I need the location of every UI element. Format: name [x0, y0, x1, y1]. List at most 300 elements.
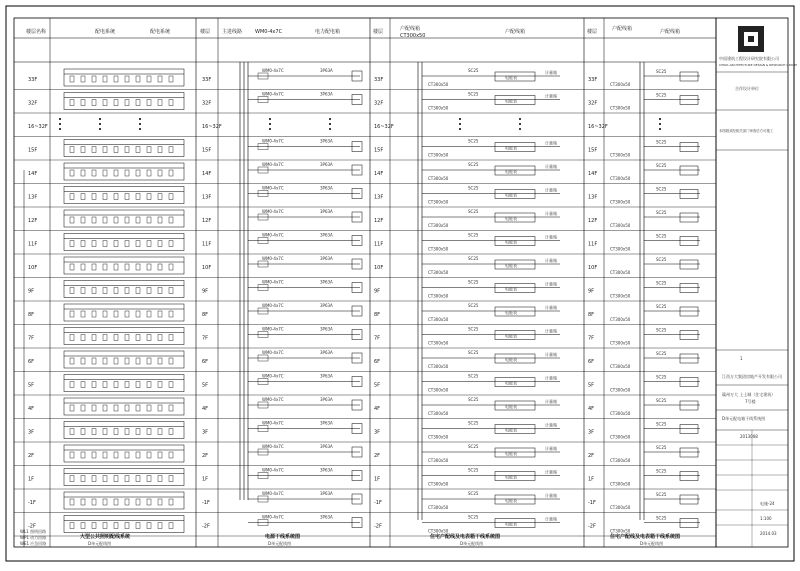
header-d-floor: 楼层	[587, 29, 598, 35]
sc-label-d: SC25	[656, 515, 667, 521]
breaker-symbol	[147, 288, 151, 294]
box-d	[680, 307, 698, 316]
breaker-symbol	[103, 429, 107, 435]
panel-box-a	[64, 163, 184, 180]
floor-label-c: 32F	[374, 100, 384, 107]
floor-label-b: 16~32F	[202, 124, 222, 130]
trunk-label-d: CT300x50	[610, 246, 631, 252]
breaker-symbol	[147, 264, 151, 270]
breaker-symbol	[103, 100, 107, 106]
floor-label-c: 8F	[374, 312, 381, 318]
breaker-label: 3P63A	[320, 514, 333, 520]
floor-label-d: 16~32F	[588, 124, 608, 130]
header-c-top: 户配线箱	[400, 26, 421, 32]
trunk-label: CT300x50	[428, 411, 449, 416]
breaker-symbol	[70, 76, 74, 82]
feeder-label: WM0-4x7C	[262, 209, 284, 214]
floor-label-b: 7F	[202, 335, 209, 342]
breaker-symbol	[158, 476, 162, 482]
breaker-symbol	[169, 170, 173, 176]
floor-label-d: 9F	[588, 288, 595, 295]
sc-label-d: SC25	[656, 69, 667, 74]
breaker-symbol	[136, 288, 140, 294]
breaker-symbol	[103, 382, 107, 388]
trunk-label-d: CT300x50	[610, 270, 631, 275]
breaker-symbol	[158, 217, 162, 223]
trunk-label: CT300x50	[428, 152, 449, 158]
breaker-symbol	[92, 452, 96, 458]
floor-label-c: 6F	[374, 359, 381, 365]
continuation-dot	[329, 128, 331, 130]
floor-label-b: 33F	[202, 77, 212, 83]
tb-project-label: 合作设计单位	[735, 86, 759, 91]
breaker-symbol	[158, 147, 162, 153]
breaker-symbol	[70, 382, 74, 388]
continuation-dot	[139, 118, 141, 120]
panel-box-a	[64, 69, 184, 86]
breaker-symbol	[81, 499, 85, 505]
breaker-symbol	[136, 476, 140, 482]
trunk-label-d: CT300x50	[610, 528, 631, 534]
breaker-symbol	[158, 311, 162, 317]
floor-row-16-32F	[14, 118, 716, 137]
floor-label-a: 12F	[28, 218, 38, 224]
trunk-label: CT300x50	[428, 246, 449, 252]
floor-label-b: 10F	[202, 265, 212, 271]
breaker-symbol	[136, 170, 140, 176]
tb-design-no: 2013008	[740, 434, 758, 439]
floor-label-c: 2F	[374, 453, 381, 459]
box-label: 计量箱	[545, 516, 557, 522]
panel-box-a	[64, 351, 184, 368]
caption-1b: D单元配线图	[88, 541, 112, 546]
continuation-dot	[459, 128, 461, 130]
feeder-label: WM0-4x7C	[262, 68, 284, 73]
floor-label-d: 2F	[588, 453, 595, 459]
sc-label-d: SC25	[656, 468, 667, 474]
feeder-label: WM0-4x7C	[262, 256, 284, 261]
floor-row-33F	[14, 68, 716, 90]
box-d	[680, 143, 698, 152]
breaker-symbol	[147, 452, 151, 458]
breaker-symbol	[103, 311, 107, 317]
breaker-symbol	[169, 147, 173, 153]
breaker-symbol	[136, 382, 140, 388]
breaker-symbol	[103, 147, 107, 153]
floor-label-d: 32F	[588, 100, 598, 107]
breaker-symbol	[136, 429, 140, 435]
feeder-label: WM0-4x7C	[262, 91, 284, 97]
breaker-symbol	[103, 76, 107, 82]
box-label: 计量箱	[545, 164, 557, 169]
sc-label-d: SC25	[656, 398, 667, 403]
meter-label: 电能表	[505, 427, 517, 433]
sc-label: SC25	[468, 373, 479, 379]
box-d	[680, 237, 698, 246]
floor-row-15F	[14, 139, 716, 161]
panel-box-a	[64, 398, 184, 415]
breaker-symbol	[70, 358, 74, 364]
breaker-symbol	[125, 147, 129, 153]
trunk-label-d: CT300x50	[610, 411, 631, 416]
breaker-symbol	[92, 217, 96, 223]
trunk-label: CT300x50	[428, 434, 449, 440]
floor-label-d: 5F	[588, 382, 595, 389]
trunk-label-d: CT300x50	[610, 293, 631, 299]
breaker-symbol	[169, 288, 173, 294]
trunk-label: CT300x50	[428, 199, 449, 205]
floor-label-a: 13F	[28, 194, 38, 201]
feeder-label: WM0-4x7C	[262, 232, 284, 238]
breaker-symbol	[125, 476, 129, 482]
trunk-label-d: CT300x50	[610, 152, 631, 158]
sc-label: SC25	[468, 138, 479, 144]
breaker-symbol	[92, 335, 96, 341]
trunk-label: CT300x50	[428, 293, 449, 299]
tb-institute-en: CHINA ARCHITECTURE DESIGN & RESEARCH GROUP	[719, 63, 798, 67]
floor-label-b: 8F	[202, 312, 209, 318]
floor-row-11F	[14, 233, 716, 255]
box-label: 计量箱	[545, 446, 557, 451]
feeder-label: WM0-4x7C	[262, 138, 284, 144]
breaker-symbol	[103, 499, 107, 505]
box-d	[680, 331, 698, 340]
breaker-symbol	[92, 264, 96, 270]
floor-label-a: 6F	[28, 359, 35, 365]
trunk-label-d: CT300x50	[610, 176, 631, 181]
breaker-symbol	[70, 476, 74, 482]
box-label: 计量箱	[545, 375, 557, 381]
breaker-symbol	[169, 452, 173, 458]
floor-label-d: 1F	[588, 476, 595, 483]
continuation-dot	[269, 123, 271, 125]
floor-label-b: 14F	[202, 171, 212, 177]
sc-label-d: SC25	[656, 421, 667, 427]
sc-label-d: SC25	[656, 139, 667, 145]
floor-label-a: 1F	[28, 476, 35, 483]
meter-label: 电能表	[505, 192, 517, 198]
breaker-symbol	[103, 358, 107, 364]
floor-label-a: -2F	[28, 523, 36, 530]
breaker-label: 3P63A	[320, 68, 333, 73]
floor-label-a: 14F	[28, 171, 38, 177]
box-d	[680, 354, 698, 363]
breaker-symbol	[147, 147, 151, 153]
header-c-box: 户配线箱	[505, 29, 526, 35]
tb-project: 赣州万大 上上城（住宅建筑）	[722, 392, 776, 397]
breaker-symbol	[92, 311, 96, 317]
breaker-symbol	[70, 100, 74, 106]
continuation-dot	[329, 118, 331, 120]
breaker-symbol	[70, 452, 74, 458]
sc-label: SC25	[468, 397, 479, 402]
breaker-symbol	[136, 264, 140, 270]
floor-label-d: 11F	[588, 241, 598, 248]
floor-label-b: 1F	[202, 476, 209, 483]
trunk-label: CT300x50	[428, 270, 449, 275]
continuation-dot	[459, 123, 461, 125]
breaker-symbol	[158, 523, 162, 529]
breaker-label: 3P63A	[320, 350, 333, 355]
meter-label: 电能表	[505, 98, 517, 104]
sc-label: SC25	[468, 279, 479, 285]
breaker-symbol	[169, 405, 173, 411]
breaker-symbol	[81, 76, 85, 82]
breaker-symbol	[169, 429, 173, 435]
sc-label: SC25	[468, 209, 479, 214]
breaker-symbol	[147, 241, 151, 247]
floor-label-a: 33F	[28, 77, 38, 83]
breaker-symbol	[125, 382, 129, 388]
meter-label: 电能表	[505, 357, 517, 362]
floor-label-a: 9F	[28, 288, 35, 295]
floor-label-c: 3F	[374, 429, 381, 436]
breaker-symbol	[92, 76, 96, 82]
header-a-box1: 配电系统	[95, 29, 116, 35]
continuation-dot	[139, 128, 141, 130]
caption-4b: D单元配线图	[640, 541, 664, 546]
floor-row-12F	[14, 209, 716, 231]
floor-label-c: 1F	[374, 476, 381, 483]
breaker-symbol	[169, 241, 173, 247]
breaker-symbol	[81, 452, 85, 458]
breaker-symbol	[136, 241, 140, 247]
header-c-floor: 楼层	[373, 29, 384, 35]
meter-label: 电能表	[505, 521, 517, 527]
floor-label-d: -2F	[588, 523, 596, 530]
continuation-dot	[659, 118, 661, 120]
continuation-dot	[519, 118, 521, 120]
tb-sheet-no: 电施-24	[760, 501, 775, 506]
breaker-symbol	[103, 170, 107, 176]
breaker-symbol	[136, 523, 140, 529]
breaker-symbol	[81, 264, 85, 270]
floor-label-d: 6F	[588, 359, 595, 365]
breaker-label: 3P63A	[320, 162, 333, 167]
breaker-symbol	[158, 194, 162, 200]
floor-row-3F	[14, 421, 716, 443]
floors-layer	[14, 68, 716, 536]
breaker-symbol	[114, 429, 118, 435]
legend-1: WL1 照明回路	[20, 529, 46, 534]
header-d-top: 户配线箱	[612, 26, 633, 32]
breaker-symbol	[81, 429, 85, 435]
header-a-box2: 配电系统	[150, 29, 171, 35]
meter-label: 电能表	[505, 498, 517, 503]
trunk-label: CT300x50	[428, 82, 449, 87]
floor-label-d: 33F	[588, 77, 598, 83]
floor-label-c: 16~32F	[374, 124, 394, 130]
floor-label-b: 15F	[202, 147, 212, 154]
breaker-symbol	[92, 523, 96, 529]
sc-label-d: SC25	[656, 233, 667, 239]
continuation-dot	[269, 118, 271, 120]
box-d	[680, 425, 698, 434]
legend-3: WE1 应急回路	[20, 541, 47, 546]
floor-label-a: 7F	[28, 335, 35, 342]
breaker-symbol	[103, 523, 107, 529]
breaker-symbol	[81, 217, 85, 223]
breaker-symbol	[103, 264, 107, 270]
breaker-label: 3P63A	[320, 209, 333, 214]
sc-label: SC25	[468, 185, 479, 191]
floor-label-b: 5F	[202, 382, 209, 389]
breaker-symbol	[158, 429, 162, 435]
trunk-label: CT300x50	[428, 223, 449, 228]
breaker-symbol	[136, 358, 140, 364]
floor-label-a: 16~32F	[28, 124, 48, 130]
sc-label-d: SC25	[656, 351, 667, 356]
panel-box-a	[64, 187, 184, 204]
floor-label-c: 9F	[374, 288, 381, 295]
breaker-symbol	[70, 147, 74, 153]
box-d	[680, 72, 698, 81]
breaker-symbol	[158, 335, 162, 341]
sc-label-d: SC25	[656, 327, 667, 333]
feeder-label: WM0-4x7C	[262, 326, 284, 332]
box-d	[680, 472, 698, 481]
box-label: 计量箱	[545, 70, 557, 75]
breaker-symbol	[92, 358, 96, 364]
floor-label-a: 2F	[28, 453, 35, 459]
floor-label-d: 3F	[588, 429, 595, 436]
breaker-symbol	[81, 382, 85, 388]
continuation-dot	[59, 123, 61, 125]
breaker-symbol	[158, 288, 162, 294]
breaker-symbol	[125, 523, 129, 529]
breaker-symbol	[147, 499, 151, 505]
sc-label: SC25	[468, 256, 479, 261]
breaker-symbol	[158, 264, 162, 270]
meter-label: 电能表	[505, 333, 517, 339]
box-d	[680, 96, 698, 105]
breaker-symbol	[114, 147, 118, 153]
breaker-symbol	[114, 382, 118, 388]
panel-box-a	[64, 422, 184, 439]
box-label: 计量箱	[545, 258, 557, 263]
continuation-dot	[139, 123, 141, 125]
sc-label: SC25	[468, 91, 479, 97]
box-label: 计量箱	[545, 93, 557, 99]
continuation-dot	[59, 128, 61, 130]
breaker-symbol	[169, 194, 173, 200]
sc-label-d: SC25	[656, 186, 667, 192]
sc-label-d: SC25	[656, 492, 667, 497]
header-b-floor: 楼层	[200, 29, 211, 35]
panel-box-a	[64, 140, 184, 157]
box-d	[680, 401, 698, 410]
floor-label-c: 15F	[374, 147, 384, 154]
trunk-label: CT300x50	[428, 528, 449, 534]
caption-2: 电源干线系统图	[265, 534, 301, 540]
breaker-symbol	[136, 194, 140, 200]
breaker-symbol	[147, 382, 151, 388]
box-d	[680, 519, 698, 528]
breaker-symbol	[70, 523, 74, 529]
breaker-symbol	[158, 241, 162, 247]
trunk-label-d: CT300x50	[610, 199, 631, 205]
meter-label: 电能表	[505, 474, 517, 480]
breaker-label: 3P63A	[320, 444, 333, 449]
floor-label-a: 3F	[28, 429, 35, 436]
floor-label-d: 12F	[588, 218, 598, 224]
feeder-label: WM0-4x7C	[262, 491, 284, 496]
breaker-symbol	[136, 76, 140, 82]
breaker-symbol	[125, 288, 129, 294]
trunk-label: CT300x50	[428, 505, 449, 510]
breaker-symbol	[103, 476, 107, 482]
floor-label-b: 32F	[202, 100, 212, 107]
breaker-symbol	[114, 264, 118, 270]
breaker-symbol	[70, 170, 74, 176]
breaker-symbol	[114, 499, 118, 505]
breaker-symbol	[70, 405, 74, 411]
sc-label-d: SC25	[656, 374, 667, 380]
floor-label-d: 10F	[588, 265, 598, 271]
breaker-symbol	[114, 405, 118, 411]
meter-label: 电能表	[505, 404, 517, 409]
breaker-label: 3P63A	[320, 491, 333, 496]
breaker-symbol	[136, 405, 140, 411]
floor-label-c: 4F	[374, 406, 381, 412]
feeder-label: WM0-4x7C	[262, 279, 284, 285]
box-label: 计量箱	[545, 328, 557, 334]
breaker-symbol	[81, 147, 85, 153]
breaker-symbol	[158, 170, 162, 176]
sc-label: SC25	[468, 444, 479, 449]
feeder-label: WM0-4x7C	[262, 350, 284, 355]
floor-label-c: 12F	[374, 218, 384, 224]
feeder-label: WM0-4x7C	[262, 467, 284, 473]
sc-label-d: SC25	[656, 210, 667, 215]
breaker-symbol	[158, 100, 162, 106]
continuation-dot	[99, 123, 101, 125]
legend-2: WP1 动力回路	[20, 535, 47, 540]
breaker-symbol	[92, 194, 96, 200]
breaker-symbol	[70, 311, 74, 317]
meter-label: 电能表	[505, 263, 517, 268]
breaker-symbol	[125, 499, 129, 505]
floor-label-d: 15F	[588, 147, 598, 154]
breaker-symbol	[169, 264, 173, 270]
breaker-symbol	[92, 476, 96, 482]
box-label: 计量箱	[545, 211, 557, 216]
breaker-symbol	[169, 335, 173, 341]
breaker-symbol	[147, 100, 151, 106]
breaker-symbol	[147, 476, 151, 482]
breaker-symbol	[158, 405, 162, 411]
floor-label-b: 13F	[202, 194, 212, 201]
breaker-symbol	[92, 499, 96, 505]
trunk-label-d: CT300x50	[610, 434, 631, 440]
breaker-symbol	[125, 170, 129, 176]
breaker-label: 3P63A	[320, 467, 333, 473]
breaker-symbol	[169, 382, 173, 388]
breaker-symbol	[125, 264, 129, 270]
caption-1: 大型公共照明配线系统	[80, 534, 131, 540]
breaker-symbol	[125, 452, 129, 458]
breaker-symbol	[136, 147, 140, 153]
floor-label-b: -1F	[202, 500, 210, 506]
breaker-symbol	[103, 288, 107, 294]
meter-label: 电能表	[505, 286, 517, 292]
breaker-symbol	[169, 217, 173, 223]
breaker-symbol	[125, 429, 129, 435]
sc-label: SC25	[468, 350, 479, 355]
box-d	[680, 190, 698, 199]
breaker-symbol	[114, 100, 118, 106]
header-b-box: 电力配电箱	[315, 29, 341, 35]
